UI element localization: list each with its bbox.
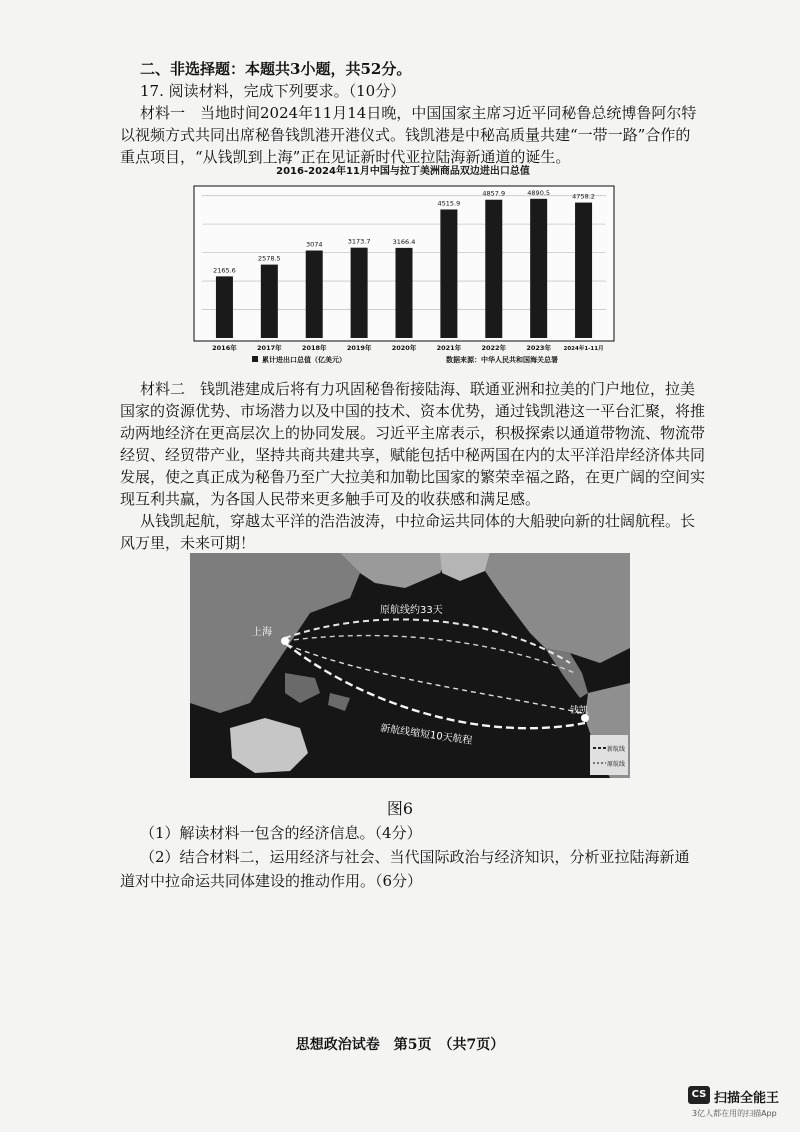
figure-caption: 图6 [386,799,414,818]
page-footer: 思想政治试卷 第5页 （共7页） [295,1037,505,1053]
category-label: 2023年 [526,344,551,352]
origin-label: 上海 [252,627,272,638]
bar-value-label: 3074 [305,240,323,249]
bar-value-label: 3166.4 [392,237,416,246]
material2-line: 现互利共赢，为各国人民带来更多触手可及的收获感和满足感。 [120,490,541,508]
map-legend [590,735,628,775]
category-label: 2018年 [301,344,327,352]
new-route-label: 新航线缩短10天航程 [379,723,473,747]
material2-line: 动两地经济在更高层次上的协同发展。习近平主席表示，积极探索以通道带物流、物流带 [120,424,706,442]
sub-question-2-cont: 道对中拉命运共同体建设的推动作用。（6分） [120,872,423,890]
bar-value-label: 4890.5 [527,188,551,197]
map-legend-item: 新航线 [607,746,626,753]
category-label: 2017年 [257,344,282,352]
scanner-tagline: 3亿人都在用的扫描App [692,1109,777,1118]
category-label: 2024年1-11月 [563,346,604,352]
scanner-app-name: 扫描全能王 [714,1091,780,1106]
material1-line: 材料一 当地时间2024年11月14日晚，中国国家主席习近平同秘鲁总统博鲁阿尔特 [140,104,697,122]
bar [216,276,233,338]
trade-bar-chart [188,160,618,380]
section-heading: 二、非选择题：本题共3小题，共52分。 [140,60,412,78]
sub-question-2: （2）结合材料二，运用经济与社会、当代国际政治与经济知识，分析亚拉陆海新通 [140,848,690,866]
material2-line: 材料二 钱凯港建成后将有力巩固秘鲁衔接陆海、联通亚洲和拉美的门户地位，拉美 [140,380,696,398]
bar [306,251,323,338]
bar [575,203,592,338]
bar [530,199,547,338]
legend-swatch [252,356,258,362]
material1-line: 以视频方式共同出席秘鲁钱凯港开港仪式。钱凯港是中秘高质量共建“一带一路”合作的 [120,126,691,144]
question-17: 17. 阅读材料，完成下列要求。（10分） [140,82,406,100]
category-label: 2019年 [346,344,372,352]
origin-marker [281,637,289,645]
material2-line: 经贸、经贸带产业，坚持共商共建共享，赋能包括中秘两国在内的太平洋沿岸经济体共同 [120,446,706,464]
route-map [190,553,630,778]
category-label: 2020年 [391,344,417,352]
chart-source: 数据来源：中华人民共和国海关总署 [446,356,558,364]
material2-line: 风万里，未来可期！ [120,534,256,552]
bar-value-label: 4515.9 [437,199,461,208]
sub-question-1: （1）解读材料一包含的经济信息。（4分） [140,824,422,842]
scanner-logo-icon: CS [688,1086,710,1104]
bar [485,200,502,338]
bar [351,248,368,338]
chart-title: 2016-2024年11月中国与拉丁美洲商品双边进出口总值 [276,166,530,177]
category-label: 2021年 [436,344,462,352]
old-route-label: 原航线约33天 [380,605,443,616]
category-label: 2016年 [212,344,237,352]
bar [396,248,413,338]
bar [261,265,278,338]
category-labels [212,343,603,352]
destination-label: 钱凯 [570,706,589,716]
material2-line: 国家的资源优势、市场潜力以及中国的技术、资本优势，通过钱凯港这一平台汇聚，将推 [120,402,706,420]
bar-value-label: 4857.9 [482,189,506,198]
material1-line: 重点项目，“从钱凯到上海”正在见证新时代亚拉陆海新通道的诞生。 [120,148,571,166]
map-legend-item: 原航线 [607,761,626,768]
bar-value-label: 3173.7 [347,237,371,246]
category-label: 2022年 [481,344,507,352]
bar-value-label: 2578.5 [257,254,281,263]
material2-line: 发展，使之真正成为秘鲁乃至广大拉美和加勒比国家的繁荣幸福之路，在更广阔的空间实 [120,468,706,486]
bar-value-label: 4758.2 [572,192,595,201]
bar [440,209,457,338]
bar-value-label: 2165.6 [213,266,236,275]
scanner-watermark [688,1086,798,1126]
chart-legend: 累计进出口总值（亿美元） [262,356,346,364]
material2-line: 从钱凯起航，穿越太平洋的浩浩波涛，中拉命运共同体的大船驶向新的壮阔航程。长 [140,512,696,530]
